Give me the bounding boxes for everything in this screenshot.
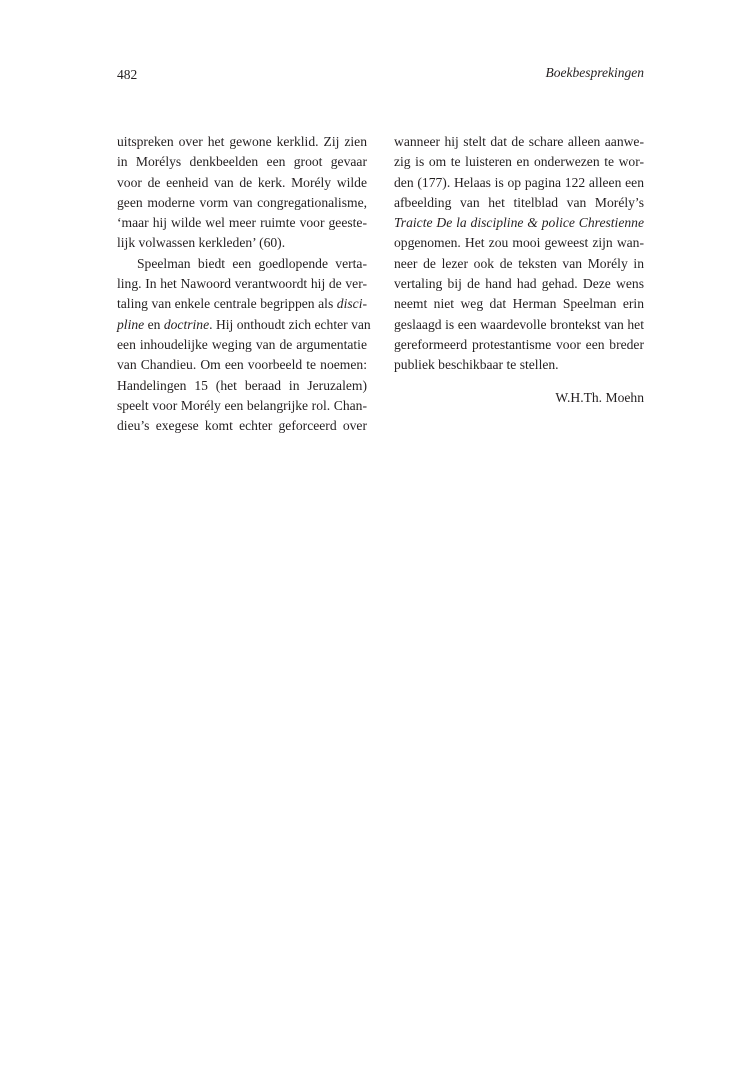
text-line: uitspreken over het gewone kerklid. Zij zien [117, 134, 367, 149]
text-line: ‘maar hij wilde wel meer ruimte voor geeste- [117, 215, 367, 231]
text-line: afbeelding van het titelblad van Morély’s [394, 194, 644, 210]
text-line: van Chandieu. Om een voorbeeld te noemen: [117, 357, 367, 373]
text-line: neemt niet weg dat Herman Speelman erin [394, 296, 644, 312]
text-line: Speelman biedt een goedlopende verta- [137, 255, 367, 271]
text-line: in Morélys denkbeelden een groot gevaar [117, 154, 367, 170]
text-line [117, 294, 367, 314]
text-line [394, 213, 644, 233]
text-line: voor de eenheid van de kerk. Morély wilde [117, 174, 367, 190]
right-column [394, 132, 644, 408]
text-line [117, 315, 371, 335]
text-line: wanneer hij stelt dat de schare alleen aanwe- [394, 134, 644, 149]
text-line: dieu’s exegese komt echter geforceerd over [117, 418, 367, 434]
text-line: zig is om te luisteren en onderwezen te wor- [394, 154, 644, 170]
text-line: geslaagd is een waardevolle brontekst van het [394, 316, 644, 332]
text-line: opgenomen. Het zou mooi geweest zijn wan- [394, 235, 644, 251]
running-head: Boekbesprekingen [545, 65, 644, 80]
text-line: Handelingen 15 (het beraad in Jeruzalem) [117, 377, 367, 393]
spacer [394, 376, 644, 388]
text-segment: en [144, 316, 164, 332]
text-line: publiek beschikbaar te stellen. [394, 357, 559, 373]
text-line: den (177). Helaas is op pagina 122 alleen een [394, 174, 644, 190]
text-line: vertaling bij de hand had gehad. Deze wens [394, 276, 644, 292]
italic-term: doctrine [163, 316, 210, 332]
text-line: neer de lezer ook de teksten van Morély in [394, 255, 644, 271]
italic-term: disci- [336, 296, 367, 312]
text-line: gereformeerd protestantisme voor een breder [394, 336, 644, 352]
left-column [117, 132, 371, 436]
italic-term: pline [117, 316, 145, 332]
text-segment: taling van enkele centrale begrippen als [117, 296, 337, 312]
author-signature: W.H.Th. Moehn [555, 389, 644, 405]
text-line: speelt voor Morély een belangrijke rol. Chan- [117, 397, 367, 413]
text-line: geen moderne vorm van congregationalisme, [117, 194, 367, 210]
italic-title: Traicte De la discipline & police Chrestienne [394, 215, 644, 231]
page-number: 482 [117, 67, 138, 82]
text-line: een inhoudelijke weging van de argumentatie [117, 336, 367, 352]
text-line: ling. In het Nawoord verantwoordt hij de ver- [117, 276, 367, 292]
text-line: lijk volwassen kerkleden’ (60). [117, 235, 286, 251]
text-segment: . Hij onthoudt zich echter van [209, 316, 371, 332]
